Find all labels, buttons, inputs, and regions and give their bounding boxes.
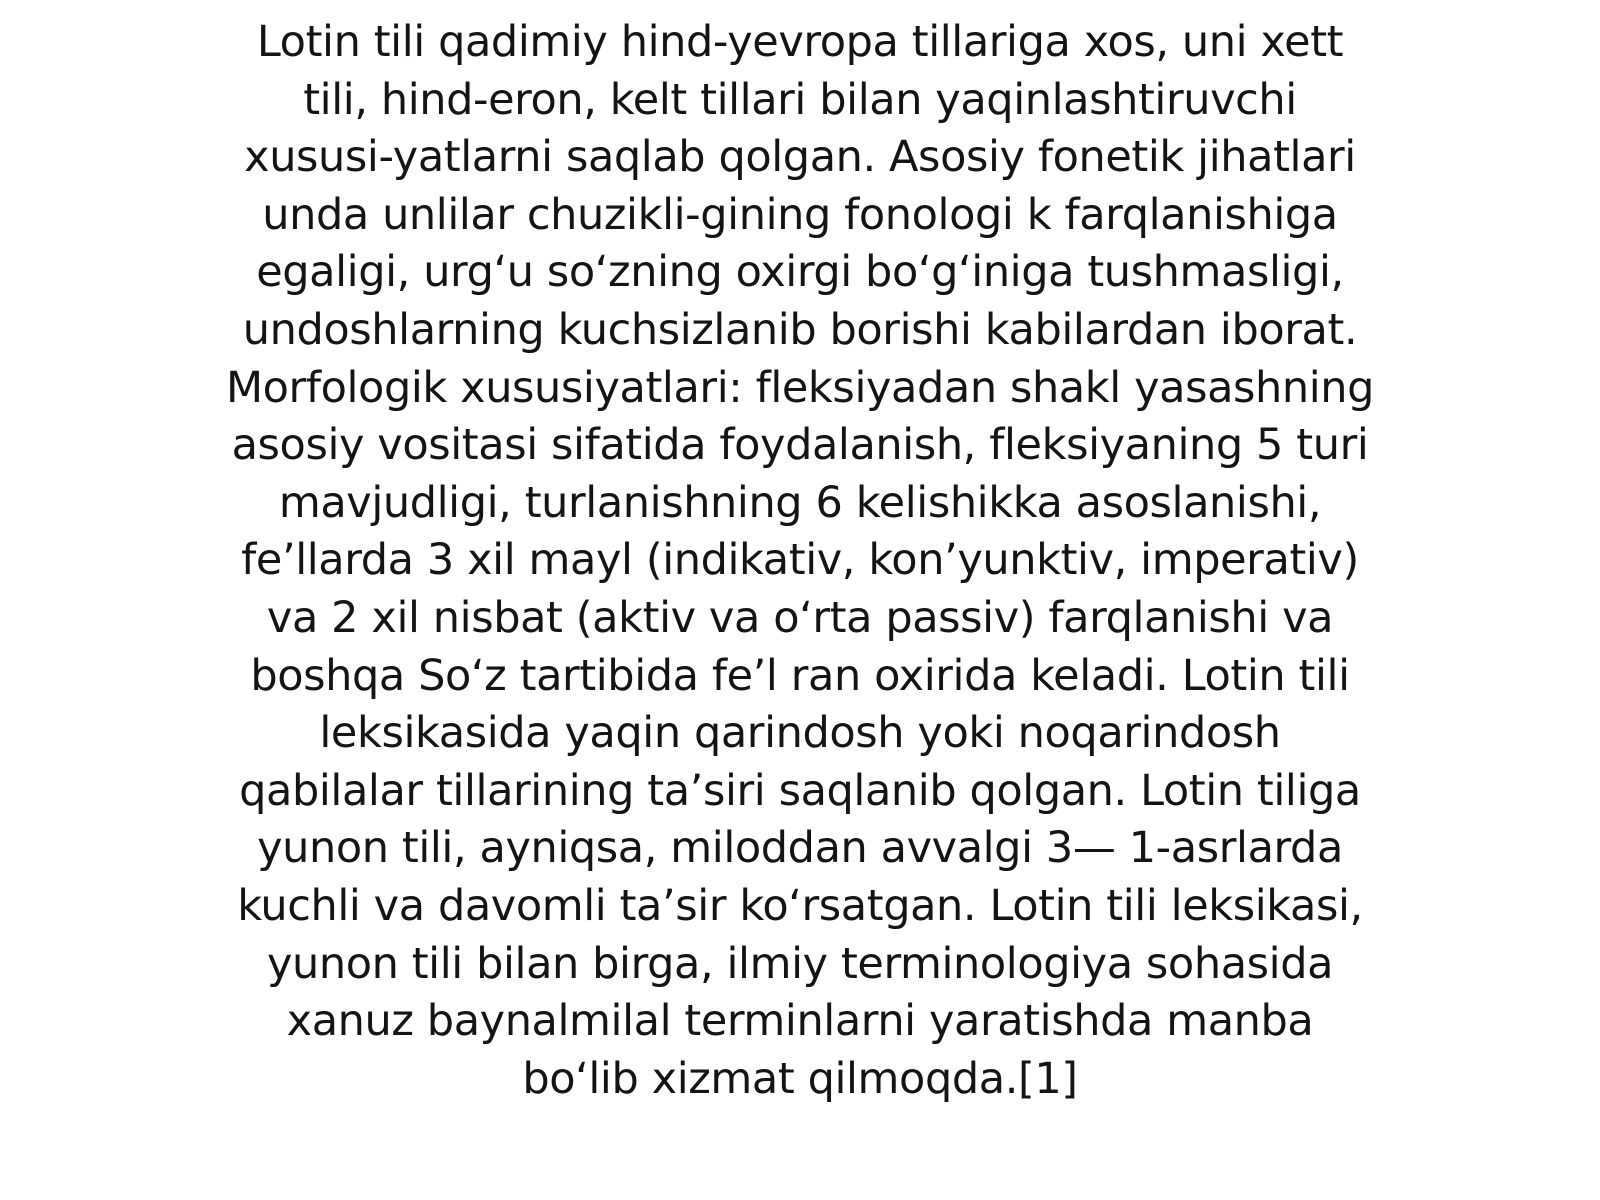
text-line: yunon tili, ayniqsa, miloddan avvalgi 3— 1-asrlarda <box>257 823 1343 874</box>
text-line: boshqa So‘z tartibida fe’l ran oxirida keladi. Lotin tili <box>250 650 1350 701</box>
body-paragraph <box>200 14 1400 1108</box>
text-line: fe’llarda 3 xil mayl (indikativ, kon’yunktiv, imperativ) <box>241 535 1359 586</box>
text-line: qabilalar tillarining ta’siri saqlanib qolgan. Lotin tiliga <box>239 765 1361 816</box>
text-line: kuchli va davomli ta’sir ko‘rsatgan. Lotin tili leksikasi, <box>237 880 1363 931</box>
text-line: asosiy vositasi sifatida foydalanish, fleksiyaning 5 turi <box>231 420 1369 471</box>
text-line: bo‘lib xizmat qilmoqda.[1] <box>522 1053 1078 1104</box>
text-line: undoshlarning kuchsizlanib borishi kabilardan iborat. <box>242 304 1358 355</box>
text-line: egaligi, urg‘u so‘zning oxirgi bo‘g‘iniga tushmasligi, <box>256 247 1344 298</box>
text-line: xanuz baynalmilal terminlarni yaratishda manba <box>286 996 1314 1047</box>
text-line: xususi-yatlarni saqlab qolgan. Asosiy fonetik jihatlari <box>244 132 1356 183</box>
text-line: mavjudligi, turlanishning 6 kelishikka asoslanishi, <box>278 477 1322 528</box>
text-line: yunon tili bilan birga, ilmiy terminologiya sohasida <box>266 938 1334 989</box>
text-line: tili, hind-eron, kelt tillari bilan yaqinlashtiruvchi <box>303 74 1297 125</box>
text-line: Lotin tili qadimiy hind-yevropa tillariga xos, uni xett <box>256 17 1344 67</box>
text-line: va 2 xil nisbat (aktiv va o‘rta passiv) farqlanishi va <box>266 592 1334 643</box>
text-line: leksikasida yaqin qarindosh yoki noqarindosh <box>319 708 1281 759</box>
text-line: Morfologik xususiyatlari: fleksiyadan shakl yasashning <box>225 362 1375 413</box>
text-line: unda unlilar chuzikli-gining fonologi k farqlanishiga <box>262 189 1338 240</box>
